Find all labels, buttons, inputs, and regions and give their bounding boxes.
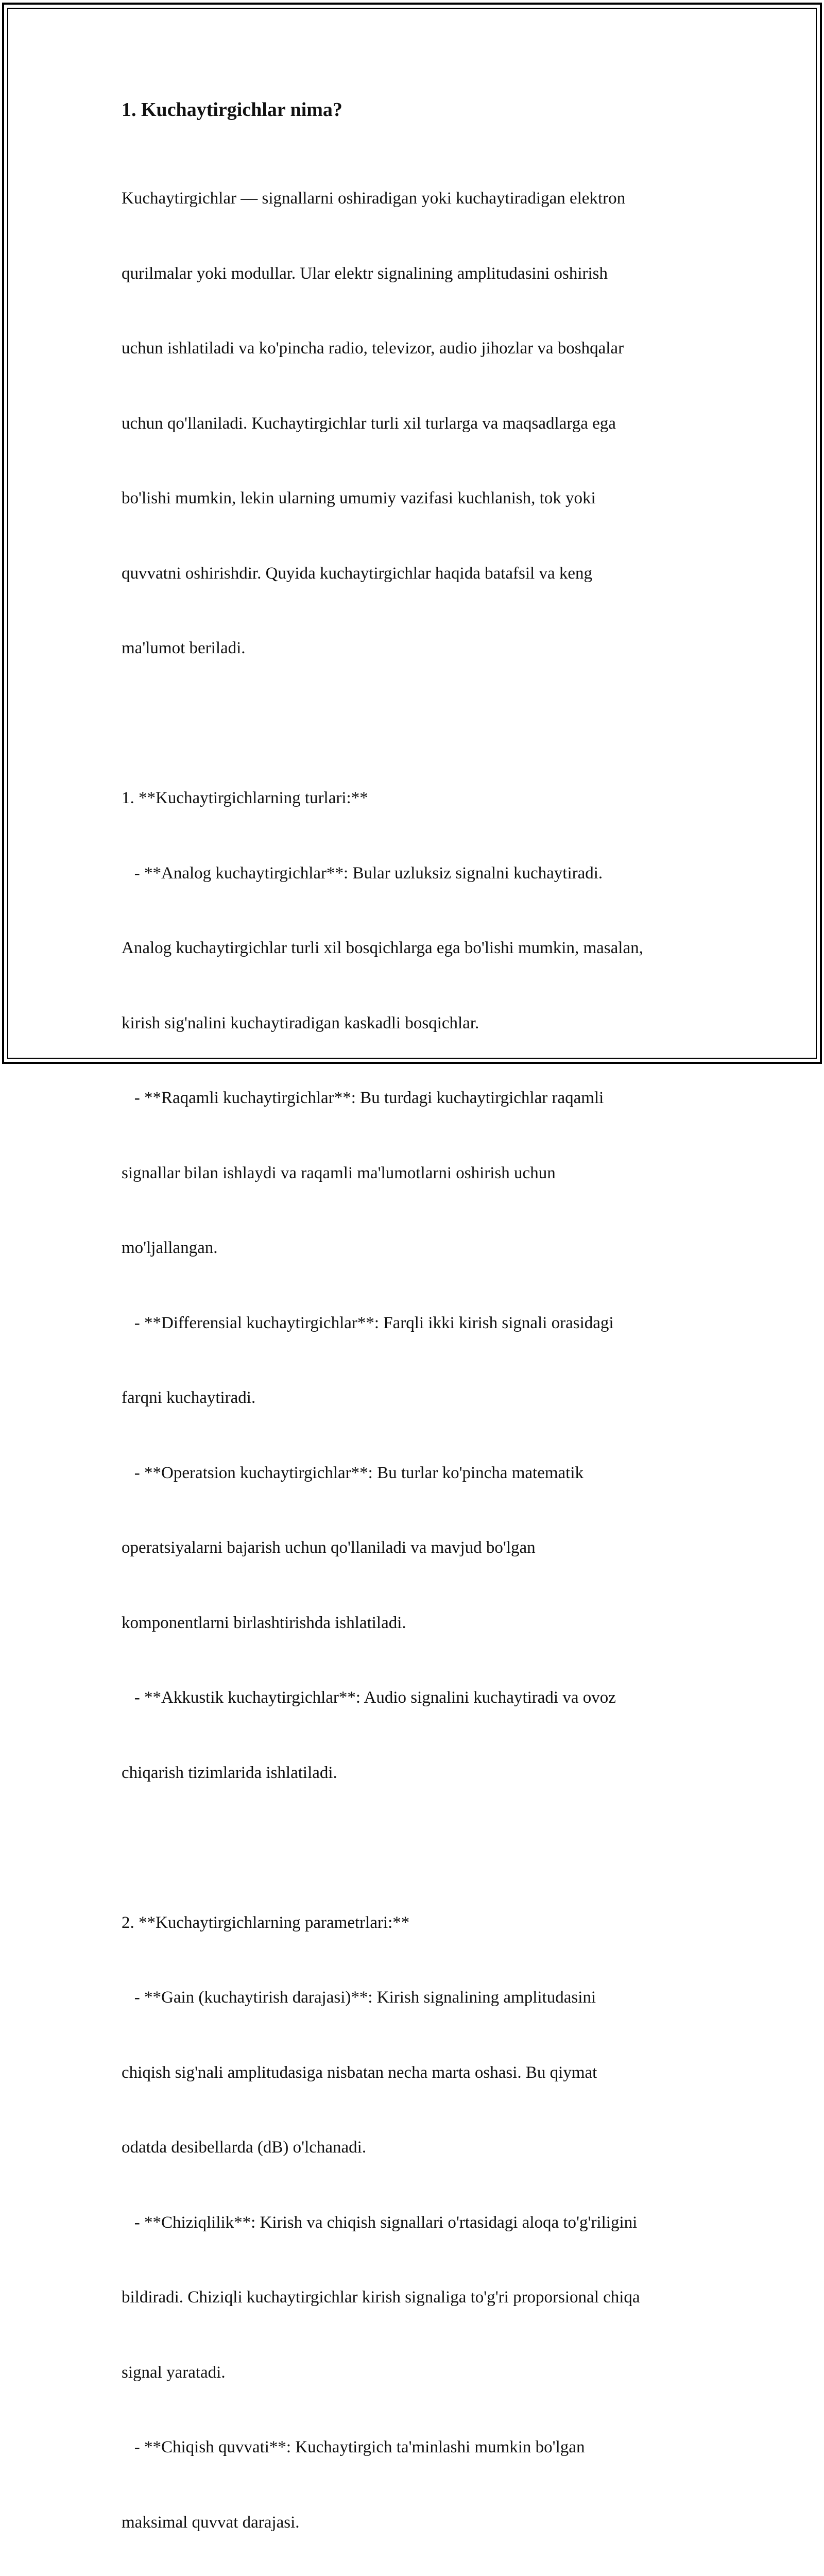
- text-line: - **Raqamli kuchaytirgichlar**: Bu turdagi kuchaytirgichlar raqamli: [122, 1089, 604, 1107]
- text-line: chiqish sig'nali amplitudasiga nisbatan necha marta oshasi. Bu qiymat: [122, 2063, 597, 2082]
- document-text: [122, 136, 729, 2576]
- text-line: signallar bilan ishlaydi va raqamli ma'lumotlarni oshirish uchun: [122, 1163, 556, 1182]
- text-line: - **Differensial kuchaytirgichlar**: Farqli ikki kirish signali orasidagi: [122, 1313, 614, 1332]
- text-line: - **Analog kuchaytirgichlar**: Bular uzluksiz signalni kuchaytiradi.: [122, 863, 603, 883]
- text-line: operatsiyalarni bajarish uchun qo'llaniladi va mavjud bo'lgan: [122, 1538, 536, 1557]
- text-line: - **Chiqish quvvati**: Kuchaytirgich ta'minlashi mumkin bo'lgan: [122, 2438, 585, 2456]
- text-line: - **Gain (kuchaytirish darajasi)**: Kirish signalining amplitudasini: [122, 1988, 596, 2007]
- text-line: Analog kuchaytirgichlar turli xil bosqichlarga ega bo'lishi mumkin, masalan,: [122, 939, 643, 957]
- text-line: - **Operatsion kuchaytirgichlar**: Bu turlar ko'pincha matematik: [122, 1463, 584, 1482]
- text-line: Kuchaytirgichlar — signallarni oshiradigan yoki kuchaytiradigan elektron: [122, 189, 626, 208]
- text-line: qurilmalar yoki modullar. Ular elektr signalining amplitudasini oshirish: [122, 264, 608, 283]
- text-line: bo'lishi mumkin, lekin ularning umumiy vazifasi kuchlanish, tok yoki: [122, 489, 596, 507]
- blank-line: [122, 711, 729, 736]
- text-line: 2. **Kuchaytirgichlarning parametrlari:**: [122, 1913, 410, 1932]
- text-line: uchun qo'llaniladi. Kuchaytirgichlar turli xil turlarga va maqsadlarga ega: [122, 414, 616, 433]
- text-line: - **Chiziqlilik**: Kirish va chiqish signallari o'rtasidagi aloqa to'g'riligini: [122, 2213, 638, 2232]
- text-line: kirish sig'nalini kuchaytiradigan kaskadli bosqichlar.: [122, 1013, 479, 1032]
- text-line: chiqarish tizimlarida ishlatiladi.: [122, 1763, 337, 1782]
- text-line: mo'ljallangan.: [122, 1239, 218, 1257]
- text-line: quvvatni oshirishdir. Quyida kuchaytirgichlar haqida batafsil va keng: [122, 564, 593, 583]
- text-line: uchun ishlatiladi va ko'pincha radio, televizor, audio jihozlar va boshqalar: [122, 339, 624, 358]
- text-line: odatda desibellarda (dB) o'lchanadi.: [122, 2138, 367, 2157]
- page-title: 1. Kuchaytirgichlar nima?: [122, 99, 342, 121]
- blank-line: [122, 1835, 729, 1860]
- text-line: ma'lumot beriladi.: [122, 639, 246, 657]
- text-line: maksimal quvvat darajasi.: [122, 2513, 300, 2532]
- text-line: bildiradi. Chiziqli kuchaytirgichlar kirish signaliga to'g'ri proporsional chiqa: [122, 2288, 640, 2307]
- text-line: signal yaratadi.: [122, 2363, 226, 2382]
- text-line: farqni kuchaytiradi.: [122, 1388, 256, 1407]
- text-line: - **Akkustik kuchaytirgichlar**: Audio signalini kuchaytiradi va ovoz: [122, 1688, 616, 1707]
- text-line: komponentlarni birlashtirishda ishlatiladi.: [122, 1613, 406, 1632]
- text-line: 1. **Kuchaytirgichlarning turlari:**: [122, 789, 368, 807]
- document-body: [122, 97, 729, 2576]
